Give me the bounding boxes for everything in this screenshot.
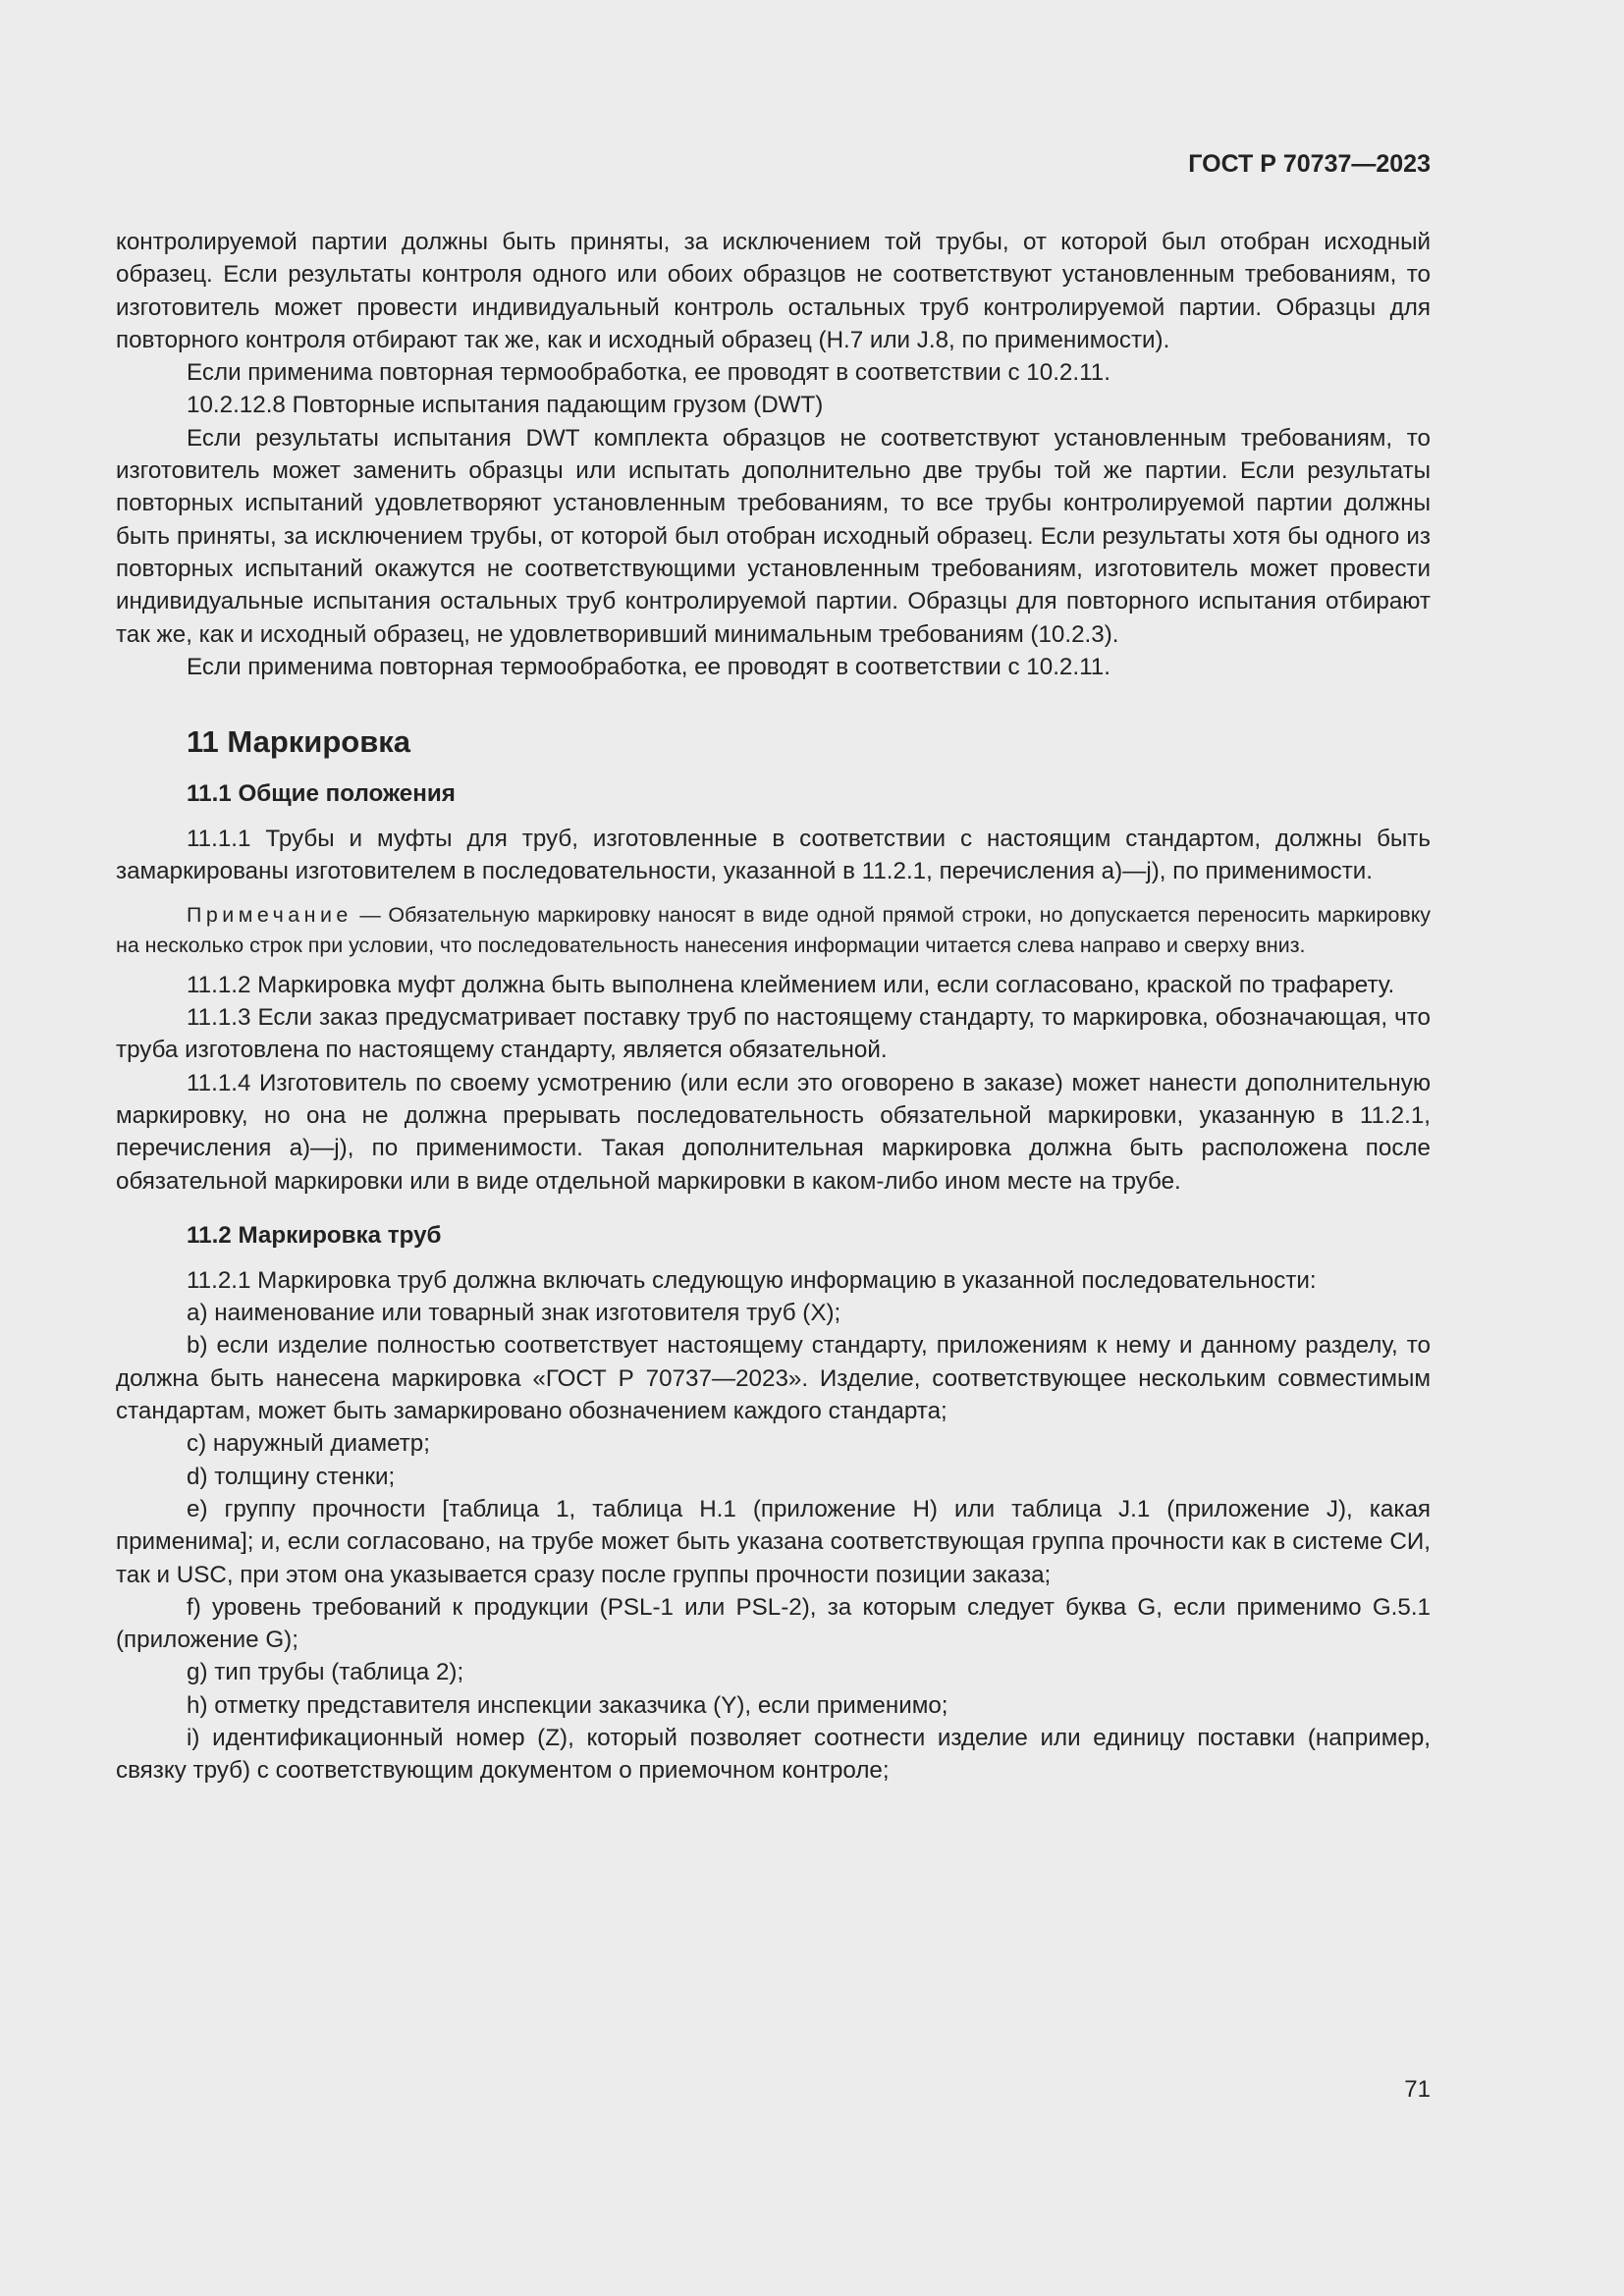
subsection-title-pipe-marking: 11.2 Маркировка труб	[187, 1221, 442, 1249]
list-item-f: f) уровень требований к продукции (PSL-1 или PSL-2), за которым следует буква G, если применимо G.5.1 (приложение G);	[116, 1593, 1431, 1654]
clause-11-2-1: 11.2.1 Маркировка труб должна включать следующую информацию в указанной последовательности:	[187, 1266, 1317, 1294]
list-item-h: h) отметку представителя инспекции заказчика (Y), если применимо;	[187, 1691, 948, 1719]
clause-11-1-3: 11.1.3 Если заказ предусматривает поставку труб по настоящему стандарту, то маркировка, обозначающая, что труба изготовлена по настоящему стандарту, является обязательной.	[116, 1004, 1431, 1064]
document-body	[116, 226, 1431, 1788]
subsection-title-general: 11.1 Общие положения	[187, 780, 456, 808]
clause-10-2-12-8-title: 10.2.12.8 Повторные испытания падающим грузом (DWT)	[187, 392, 824, 419]
clause-11-1-2: 11.1.2 Маркировка муфт должна быть выполнена клеймением или, если согласовано, краской по трафарету.	[187, 971, 1395, 998]
note-text: — Обязательную маркировку наносят в виде одной прямой строки, но допускается переносить маркировку на несколько строк при условии, что последовательность нанесения информации читается слева направо и сверху вниз.	[116, 902, 1431, 957]
page-number: 71	[1404, 2076, 1431, 2103]
paragraph-continuation: контролируемой партии должны быть приняты, за исключением той трубы, от которой был отобран исходный образец. Если результаты контроля одного или обоих образцов не соответствуют установленным требованиям, то изготовитель может провести индивидуальный контроль остальных труб контролируемой партии. Образцы для повторного контроля отбирают так же, как и исходный образец (Н.7 или J.8, по применимости).	[116, 229, 1431, 353]
document-code-header: ГОСТ Р 70737—2023	[1188, 150, 1431, 178]
list-item-g: g) тип трубы (таблица 2);	[187, 1659, 464, 1686]
list-item-d: d) толщину стенки;	[187, 1463, 396, 1490]
note-label: Примечание	[187, 902, 352, 927]
section-title-marking: 11 Маркировка	[187, 724, 411, 760]
list-item-b: b) если изделие полностью соответствует настоящему стандарту, приложениям к нему и данному разделу, то должна быть нанесена маркировка «ГОСТ Р 70737—2023». Изделие, соответствующее нескольким совместимым стандартам, может быть замаркировано обозначением каждого стандарта;	[116, 1332, 1431, 1425]
list-item-a: а) наименование или товарный знак изготовителя труб (X);	[187, 1300, 841, 1327]
list-item-e: е) группу прочности [таблица 1, таблица Н.1 (приложение Н) или таблица J.1 (приложение J), какая применима]; и, если согласовано, на трубе может быть указана соответствующая группа прочности как в системе СИ, так и USC, при этом она указывается сразу после группы прочности позиции заказа;	[116, 1495, 1431, 1588]
paragraph-heat-treatment-1: Если применима повторная термообработка, ее проводят в соответствии с 10.2.11.	[187, 359, 1110, 387]
paragraph-dwt-retest: Если результаты испытания DWT комплекта образцов не соответствуют установленным требованиям, то изготовитель может заменить образцы или испытать дополнительно две трубы той же партии. Если результаты повторных испытаний удовлетворяют установленным требованиям, то все трубы контролируемой партии должны быть приняты, за исключением трубы, от которой был отобран исходный образец. Если результаты хотя бы одного из повторных испытаний окажутся не соответствующими установленным требованиям, изготовитель может провести индивидуальные испытания остальных труб контролируемой партии. Образцы для повторного испытания отбирают так же, как и исходный образец, не удовлетворивший минимальным требованиям (10.2.3).	[116, 424, 1431, 648]
note	[116, 900, 1431, 961]
list-item-i: i) идентификационный номер (Z), который позволяет соотнести изделие или единицу поставки (например, связку труб) с соответствующим документом о приемочном контроле;	[116, 1724, 1431, 1785]
paragraph-heat-treatment-2: Если применима повторная термообработка, ее проводят в соответствии с 10.2.11.	[187, 653, 1110, 680]
clause-11-1-4: 11.1.4 Изготовитель по своему усмотрению (или если это оговорено в заказе) может нанести дополнительную маркировку, но она не должна прерывать последовательность обязательной маркировки, указанную в 11.2.1, перечисления а)—j), по применимости. Такая дополнительная маркировка должна быть расположена после обязательной маркировки или в виде отдельной маркировки в каком-либо ином месте на трубе.	[116, 1069, 1431, 1195]
clause-11-1-1: 11.1.1 Трубы и муфты для труб, изготовленные в соответствии с настоящим стандартом, должны быть замаркированы изготовителем в последовательности, указанной в 11.2.1, перечисления а)—j), по применимости.	[116, 826, 1431, 885]
list-item-c: с) наружный диаметр;	[187, 1430, 430, 1458]
